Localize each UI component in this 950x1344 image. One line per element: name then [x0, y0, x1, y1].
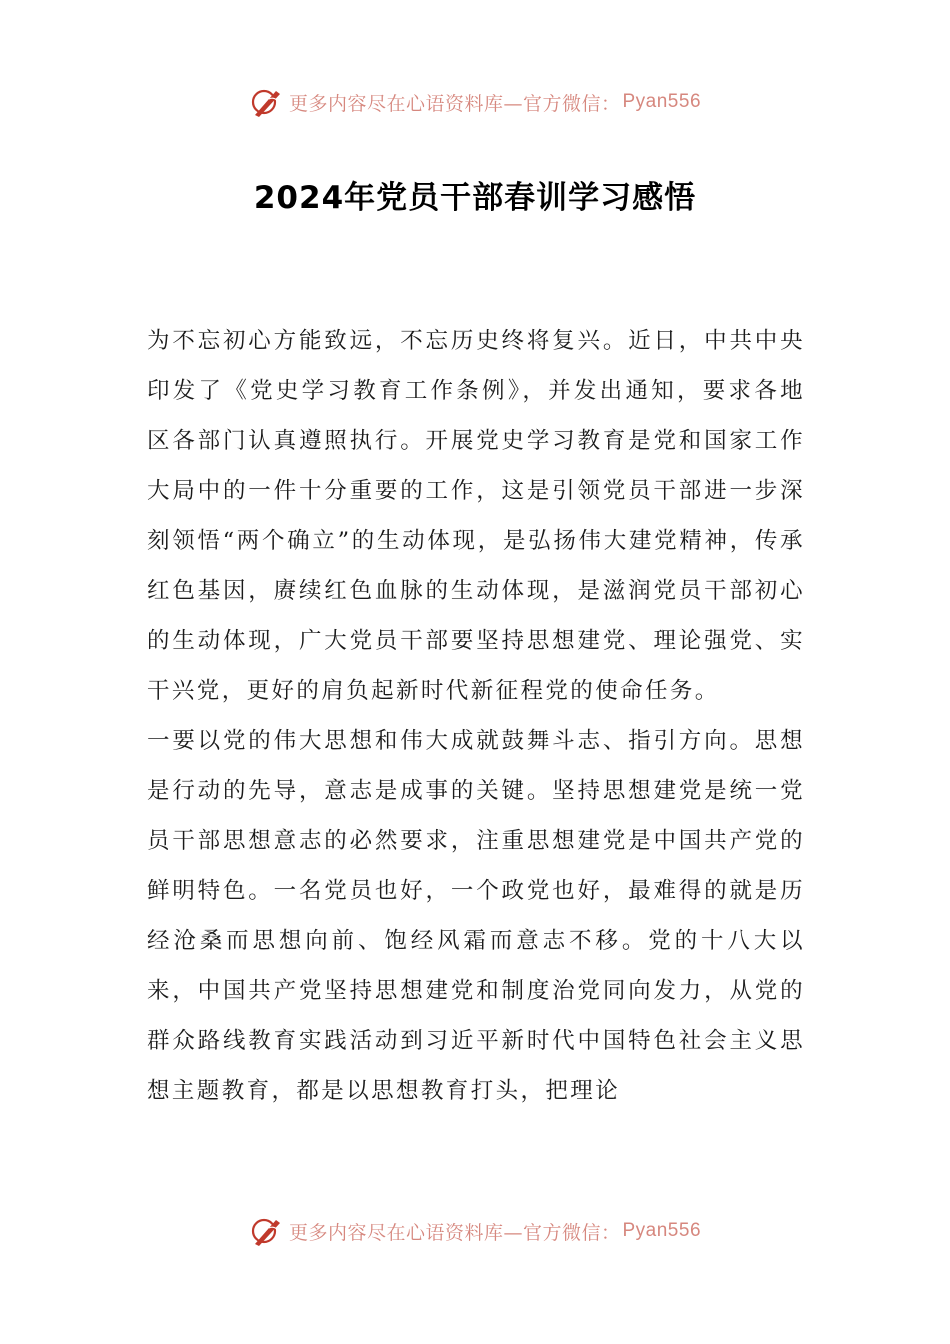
watermark-wechat-id: Pyan556 — [622, 91, 702, 112]
footer-watermark — [0, 1211, 950, 1251]
pen-circle-icon — [249, 1214, 283, 1248]
document-title: 2024年党员干部春训学习感悟 — [253, 180, 697, 216]
paragraph: 为不忘初心方能致远，不忘历史终将复兴。近日，中共中央印发了《党史学习教育工作条例》，并发出通知，要求各地区各部门认真遵照执行。开展党史学习教育是党和国家工作大局中的一件十分重要的工作，这是引领党员干部进一步深刻领悟“两个确立”的生动体现，是弘扬伟大建党精神，传承红色基因，赓续红色血脉的生动体现，是滋润党员干部初心的生动体现，广大党员干部要坚持思想建党、理论强党、实干兴党，更好的肩负起新时代新征程党的使命任务。 — [147, 328, 805, 704]
watermark-text: 更多内容尽在心语资料库—官方微信： — [288, 92, 621, 115]
watermark-text: 更多内容尽在心语资料库—官方微信： — [288, 1221, 621, 1244]
header-watermark — [0, 82, 950, 122]
document-body — [147, 316, 805, 1116]
watermark-wechat-id: Pyan556 — [622, 1220, 702, 1241]
paragraph: 一要以党的伟大思想和伟大成就鼓舞斗志、指引方向。思想是行动的先导，意志是成事的关键。坚持思想建党是统一党员干部思想意志的必然要求，注重思想建党是中国共产党的鲜明特色。一名党员也好，一个政党也好，最难得的就是历经沧桑而思想向前、饱经风霜而意志不移。党的十八大以来，中国共产党坚持思想建党和制度治党同向发力，从党的群众路线教育实践活动到习近平新时代中国特色社会主义思想主题教育，都是以思想教育打头，把理论 — [147, 728, 805, 1104]
pen-circle-icon — [249, 85, 283, 119]
